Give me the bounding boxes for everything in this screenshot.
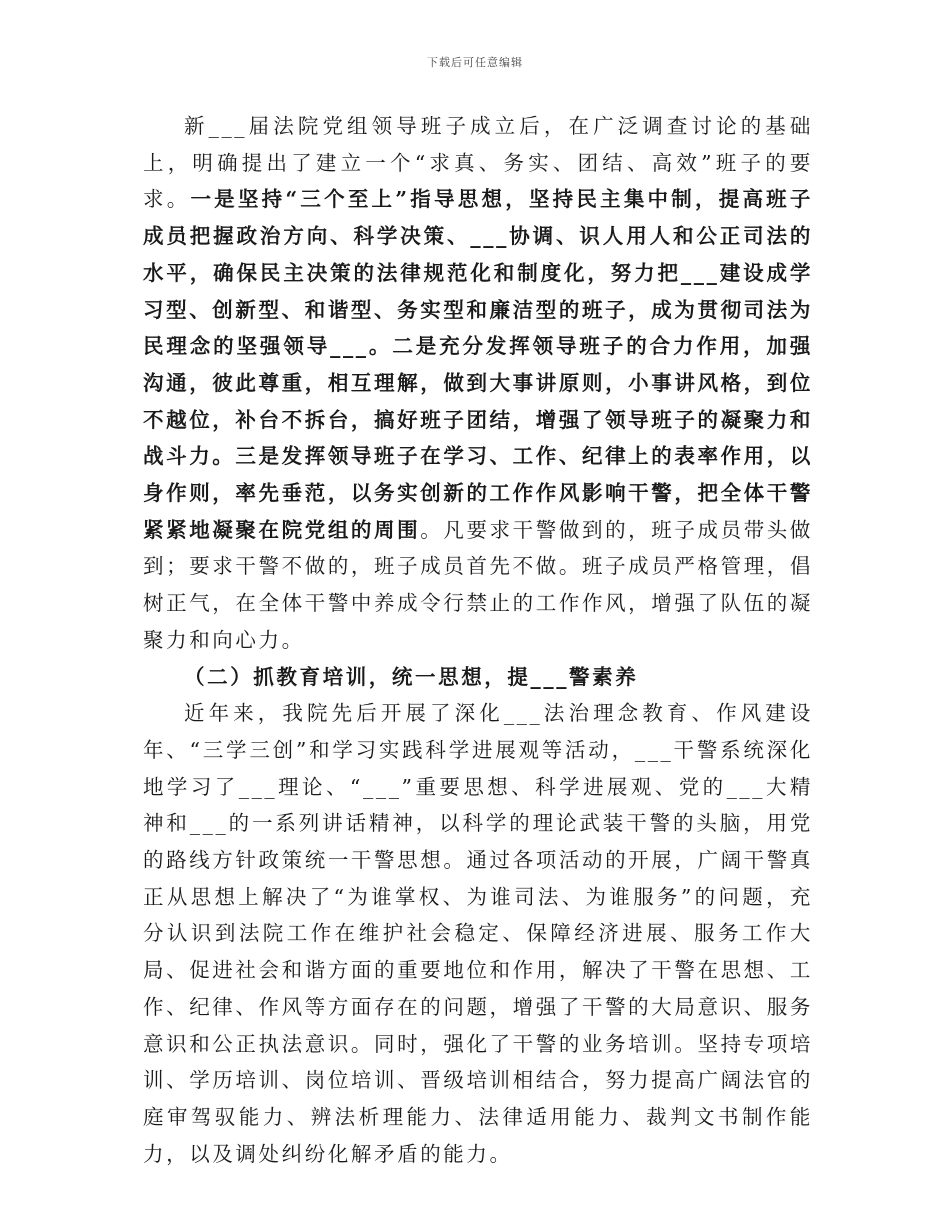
paragraph-intro: 新___届法院党组领导班子成立后，在广泛调查讨论的基础上，明确提出了建立一个“求真、务实、团结、高效”班子的要求。 — [143, 114, 813, 212]
section-heading: （二）抓教育培训，统一思想，提___警素养 — [184, 664, 639, 689]
paragraph-bold-section: 一是坚持“三个至上”指导思想，坚持民主集中制，提高班子成员把握政治方向、科学决策、___协调、识人用人和公正司法的水平，确保民主决策的法律规范化和制度化，努力把___建设成学习型、创新型、和谐型、务实型和廉洁型的班子，成为贯彻司法为民理念的坚强领导___。二是充分发挥领导班子的合力作用，加强沟通，彼此尊重，相互理解，做到大事讲原则，小事讲风格，到位不越位，补台不拆台，搞好班子团结，增强了领导班子的凝聚力和战斗力。三是发挥领导班子在学习、工作、纪律上的表率作用，以身作则，率先垂范，以务实创新的工作作风影响干警，把全体干警紧紧地凝聚在院党组的周围 — [143, 187, 813, 542]
paragraph-leadership — [143, 108, 813, 659]
document-body — [143, 108, 813, 1172]
paragraph-tail: 。凡要求干警做到的，班子成员带头做到；要求干警不做的，班子成员首先不做。班子成员严格管理，倡树正气，在全体干警中养成令行禁止的工作作风，增强了队伍的凝聚力和向心力。 — [143, 517, 814, 652]
paragraph-education: 近年来，我院先后开展了深化___法治理念教育、作风建设年、“三学三创”和学习实践科学进展观等活动，___干警系统深化地学习了___理论、“___”重要思想、科学进展观、党的___大精神和___的一系列讲话精神，以科学的理论武装干警的头脑，用党的路线方针政策统一干警思想。通过各项活动的开展，广阔干警真正从思想上解决了“为谁掌权、为谁司法、为谁服务”的问题，充分认识到法院工作在维护社会稳定、保障经济进展、服务工作大局、促进社会和谐方面的重要地位和作用，解决了干警在思想、工作、纪律、作风等方面存在的问题，增强了干警的大局意识、服务意识和公正执法意识。同时，强化了干警的业务培训。坚持专项培训、学历培训、岗位培训、晋级培训相结合，努力提高广阔法官的庭审驾驭能力、辨法析理能力、法律适用能力、裁判文书制作能力，以及调处纠纷化解矛盾的能力。 — [143, 701, 813, 1166]
header-note: 下载后可任意编辑 — [427, 56, 523, 69]
